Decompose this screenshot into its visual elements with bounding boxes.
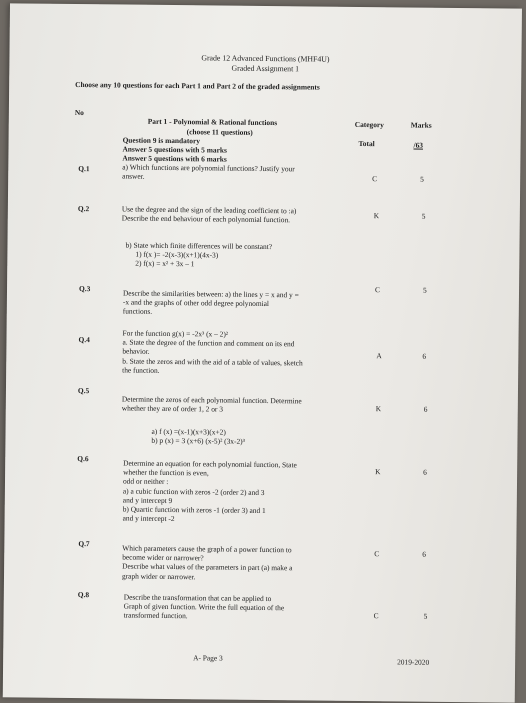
- question-marks: 5: [422, 285, 427, 295]
- question-line: the function.: [122, 365, 160, 375]
- question-text: [122, 163, 362, 184]
- question-text: [122, 205, 362, 226]
- question-subpart: b) State which finite differences will be constant?: [125, 240, 273, 252]
- question-subpart: 1) f(x )= -2(x-3)(x+1)(4x-3): [135, 249, 219, 260]
- paper-sheet: [3, 3, 522, 702]
- question-number: Q.1: [78, 164, 90, 174]
- question-line: behavior.: [122, 346, 150, 357]
- question-line: and y intercept 9: [122, 495, 173, 505]
- question-line: a) Which functions are polynomial functions? Justify your: [122, 162, 295, 174]
- question-line: graph wider or narrower.: [121, 571, 196, 581]
- question-category: K: [375, 404, 382, 414]
- question-category: C: [373, 611, 379, 621]
- question-line: -x and the graphs of other odd degree polynomial: [122, 297, 270, 309]
- school-year: 2019-2020: [397, 657, 430, 667]
- column-no: No: [74, 108, 84, 118]
- question-marks: 5: [421, 211, 426, 221]
- question-subparts: [125, 241, 355, 271]
- question-line: become wider or narrower?: [122, 552, 204, 563]
- question-category: C: [374, 549, 380, 559]
- question-subpart: b) p (x) = 3 (x+6) (x-5)² (3x-2)³: [151, 436, 245, 447]
- question-number: Q.2: [77, 204, 90, 214]
- question-subpart: 2) f(x) = x² + 3x – 1: [135, 259, 195, 269]
- question-line: b. State the zeros and with the aid of a table of values, sketch: [122, 356, 303, 368]
- question-line: Which parameters cause the graph of a power function to: [122, 543, 292, 555]
- question-line: a) a cubic function with zeros -2 (order 2) and 3: [122, 486, 265, 497]
- question-number: Q.6: [77, 454, 89, 464]
- answer-6-note: Answer 5 questions with 6 marks: [122, 153, 227, 164]
- question-number: Q.3: [78, 284, 91, 294]
- question-line: Determine the zeros of each polynomial function. Determine: [121, 394, 302, 406]
- question-number: Q.4: [78, 335, 90, 345]
- question-line: Describe what values of the parameters in part (a) make a: [122, 561, 293, 573]
- question-line: Describe the end behaviour of each polynomial function.: [121, 213, 291, 225]
- question-category: K: [375, 467, 381, 477]
- answer-5-note: Answer 5 questions with 5 marks: [122, 144, 227, 155]
- question-category: C: [372, 174, 378, 184]
- part-title: Part 1 - Polynomial & Rational functions: [147, 116, 278, 128]
- total-marks: /63: [413, 140, 424, 150]
- course-title: Grade 12 Advanced Functions (MHF4U): [201, 53, 330, 64]
- question-line: Use the degree and the sign of the leading coefficient to :a): [121, 204, 297, 216]
- question-line: For the function g(x) = -2x³ (x – 2)²: [122, 328, 229, 339]
- question-marks: 6: [422, 549, 427, 559]
- question-line: functions.: [122, 306, 153, 317]
- instruction: Choose any 10 questions for each Part 1 and Part 2 of the graded assignments: [75, 80, 320, 92]
- question-marks: 5: [423, 611, 428, 621]
- question-line: Describe the similarities between: a) the lines y = x and y =: [122, 288, 299, 300]
- question-subpart: a) f (x) =(x-1)(x+3)(x+2): [151, 426, 226, 437]
- question-marks: 6: [422, 351, 427, 361]
- question-line: transformed function.: [123, 610, 188, 621]
- question-line: b) Quartic function with zeros -1 (order 3) and 1: [122, 504, 266, 516]
- part-subtitle: (choose 11 questions): [186, 127, 253, 137]
- question-line: Graph of given function. Write the full equation of the: [123, 601, 285, 613]
- question-line: whether the function is even,: [123, 467, 209, 478]
- question-line: a. State the degree of the function and comment on its end: [122, 337, 295, 349]
- question-number: Q.8: [77, 590, 90, 600]
- question-number: Q.7: [78, 539, 90, 549]
- total-label: Total: [358, 138, 375, 149]
- question-line: odd or neither :: [122, 476, 169, 487]
- question-line: whether they are of order 1, 2 or 3: [121, 403, 223, 414]
- question-category: C: [374, 285, 381, 295]
- column-category: Category: [354, 119, 384, 130]
- question-subparts: [151, 427, 351, 447]
- mandatory-note: Question 9 is mandatory: [122, 135, 201, 146]
- question-text: [123, 459, 364, 526]
- assignment-title: Graded Assignment 1: [231, 63, 300, 74]
- question-line: Determine an equation for each polynomial function, State: [123, 458, 297, 470]
- column-marks: Marks: [410, 120, 432, 130]
- question-marks: 6: [423, 467, 427, 477]
- question-marks: 5: [420, 174, 424, 184]
- question-category: A: [376, 351, 382, 361]
- question-category: K: [373, 211, 380, 221]
- question-text: [122, 544, 362, 583]
- question-line: and y intercept -2: [122, 513, 175, 524]
- page-number: A- Page 3: [193, 653, 223, 663]
- question-text: [122, 329, 362, 378]
- question-marks: 6: [423, 404, 428, 414]
- question-text: [124, 593, 364, 623]
- question-text: [122, 395, 362, 416]
- question-text: [123, 289, 363, 319]
- question-number: Q.5: [77, 386, 90, 396]
- question-line: Describe the transformation that can be applied to: [123, 592, 272, 604]
- question-line: answer.: [122, 171, 145, 181]
